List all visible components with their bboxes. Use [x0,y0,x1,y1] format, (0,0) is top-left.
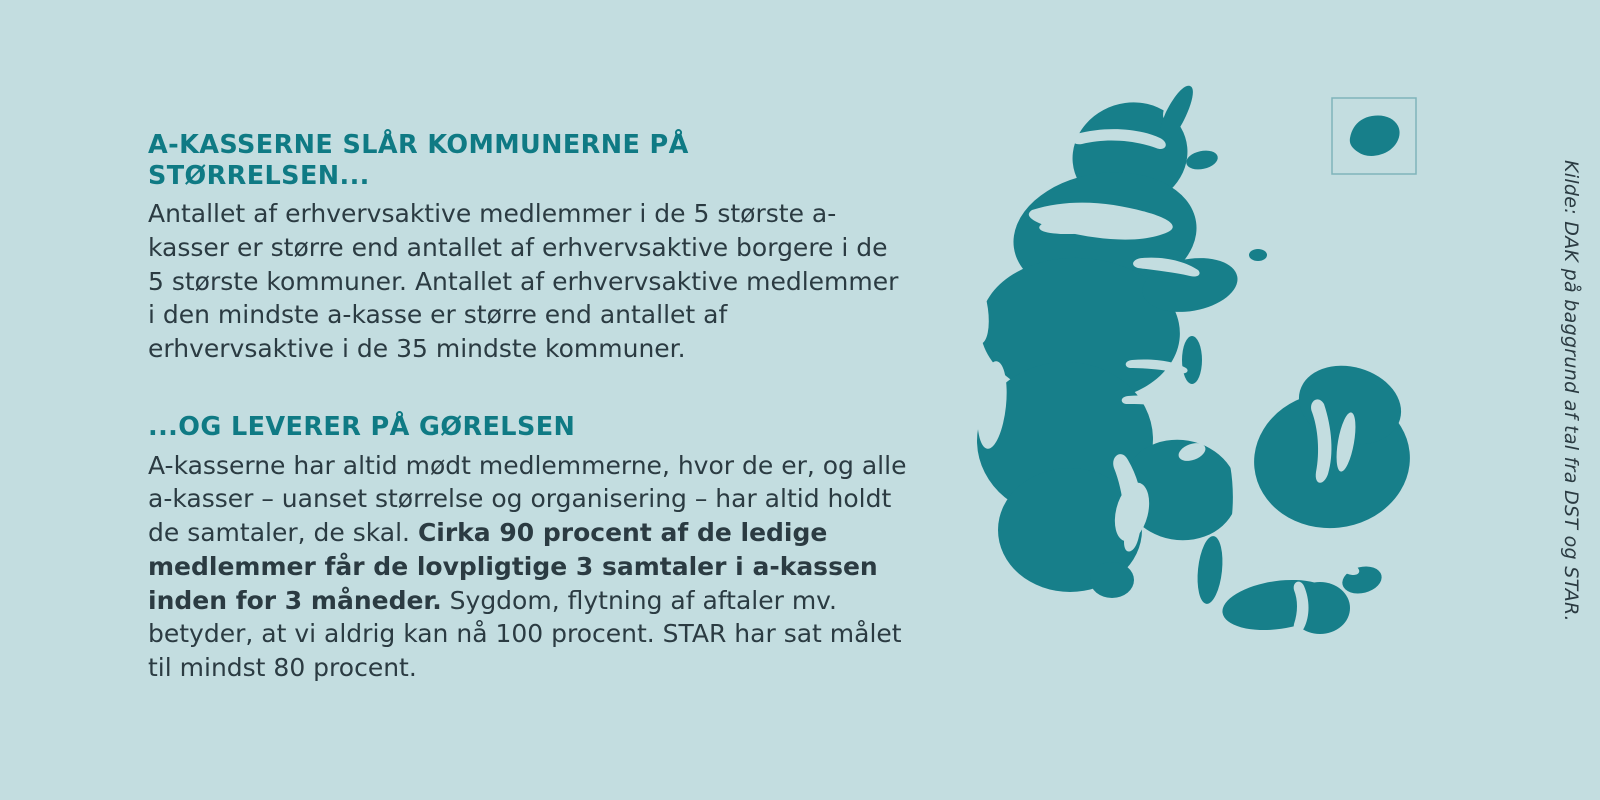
section-1-paragraph: Antallet af erhvervsaktive medlemmer i de 5 største a-kasser er større end antallet af erhvervsaktive borgere i de 5 største kommuner. Antallet af erhvervsaktive medlemmer i den mindste a-kasse er større end antallet af erhvervsaktive i de 35 mindste kommuner. [148,199,899,364]
section-2-paragraph-part1: A-kasserne har altid mødt medlemmerne, hvor de er, og alle a-kasser – uanset størrelse og organisering – har altid holdt de samtaler, de skal. [148,450,907,548]
bornholm-inset [1332,98,1416,174]
section-2-paragraph [148,449,908,685]
section-2-paragraph-part2: Sygdom, flytning af aftaler mv. betyder, at vi aldrig kan nå 100 procent. STAR har sat målet til mindst 80 procent. [148,585,902,683]
source-note: Kilde: DAK på baggrund af tal fra DST og STAR. [1560,160,1582,622]
section-block-1 [148,130,908,366]
section-block-2 [148,412,908,685]
section-1-heading: A-KASSERNE SLÅR KOMMUNERNE PÅ STØRRELSEN... [148,130,689,191]
denmark-map [880,60,1480,720]
section-2-heading: ...OG LEVERER PÅ GØRELSEN [148,411,576,442]
text-column [148,130,908,685]
section-2-paragraph-bold: Cirka 90 procent af de ledige medlemmer får de lovpligtige 3 samtaler i a-kassen inden for 3 måneder. [148,518,878,615]
